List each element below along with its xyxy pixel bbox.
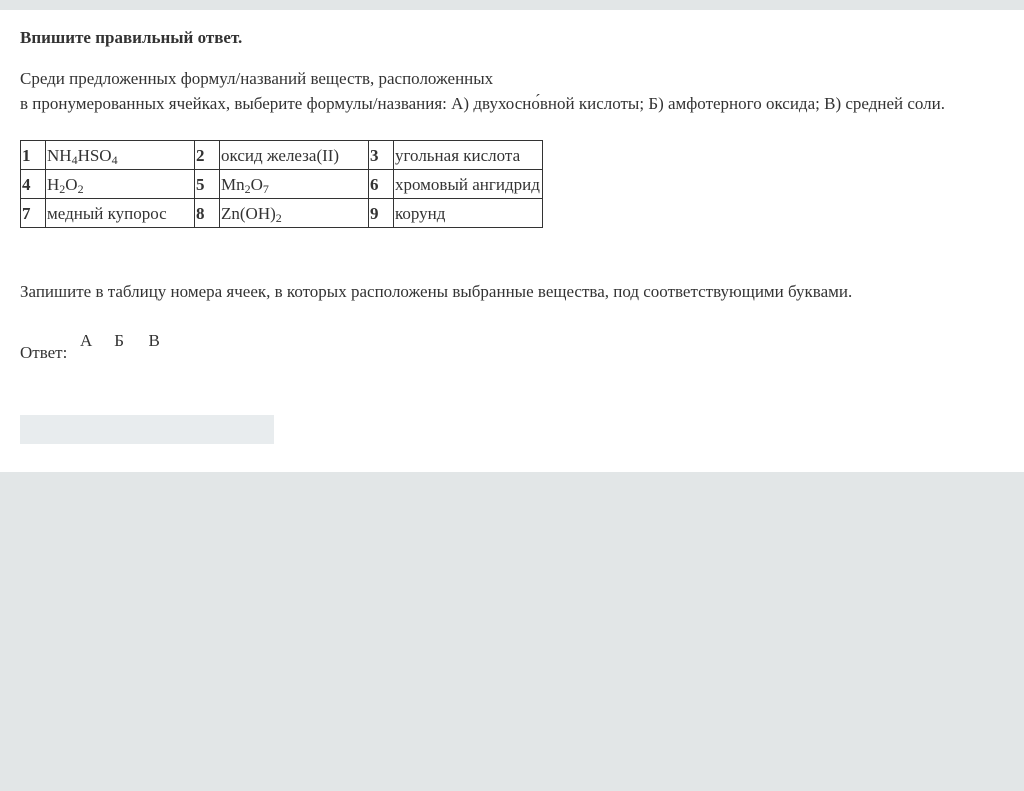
substances-table (20, 140, 543, 228)
cell-content (220, 170, 369, 199)
cell-number: 9 (369, 199, 394, 228)
formula-text: H (47, 175, 60, 194)
cell-content (394, 170, 543, 199)
cell-content (220, 141, 369, 170)
answer-letter: Б (114, 331, 125, 350)
formula-subscript: 2 (59, 182, 66, 196)
table-row (21, 170, 543, 199)
table-row (21, 141, 543, 170)
task-instruction: Впишите правильный ответ. (20, 28, 243, 47)
formula-text: O (250, 175, 263, 194)
formula-text: медный купорос (47, 204, 167, 223)
task-card (0, 10, 1024, 472)
cell-content (46, 141, 195, 170)
formula-text: Mn (221, 175, 245, 194)
formula-subscript: 2 (244, 182, 251, 196)
cell-number: 8 (195, 199, 220, 228)
formula-text: хромовый ангидрид (395, 175, 540, 194)
cell-number: 4 (21, 170, 46, 199)
answer-label: Ответ: (20, 343, 68, 362)
cell-content (46, 170, 195, 199)
cell-content (394, 141, 543, 170)
formula-text: корунд (395, 204, 446, 223)
formula-subscript: 4 (111, 153, 118, 167)
task-text-line: Среди предложенных формул/названий веществ, расположенных (20, 69, 494, 88)
answer-letter: В (148, 331, 160, 350)
formula-subscript: 2 (77, 182, 84, 196)
cell-number: 1 (21, 141, 46, 170)
formula-text: оксид железа(II) (221, 146, 340, 165)
answer-letter: А (80, 331, 93, 350)
task-text-line: в пронумерованных ячейках, выберите формулы/названия: А) двухосно́вной кислоты; Б) амфотерного оксида; В) средней соли. (20, 94, 946, 113)
cell-content (46, 199, 195, 228)
answer-input[interactable] (20, 415, 274, 444)
task-text (20, 66, 945, 116)
cell-content (220, 199, 369, 228)
formula-text: HSO (77, 146, 112, 165)
cell-number: 6 (369, 170, 394, 199)
formula-subscript: 7 (262, 182, 269, 196)
cell-number: 3 (369, 141, 394, 170)
answer-letters (80, 331, 179, 351)
table-row (21, 199, 543, 228)
formula-subscript: 4 (71, 153, 78, 167)
cell-number: 2 (195, 141, 220, 170)
cell-number: 7 (21, 199, 46, 228)
formula-text: O (65, 175, 78, 194)
formula-subscript: 2 (275, 211, 282, 225)
formula-text: Zn(OH) (221, 204, 276, 223)
cell-content (394, 199, 543, 228)
cell-number: 5 (195, 170, 220, 199)
write-note: Запишите в таблицу номера ячеек, в которых расположены выбранные вещества, под соответствующими буквами. (20, 282, 853, 301)
formula-text: угольная кислота (395, 146, 521, 165)
formula-text: NH (47, 146, 72, 165)
